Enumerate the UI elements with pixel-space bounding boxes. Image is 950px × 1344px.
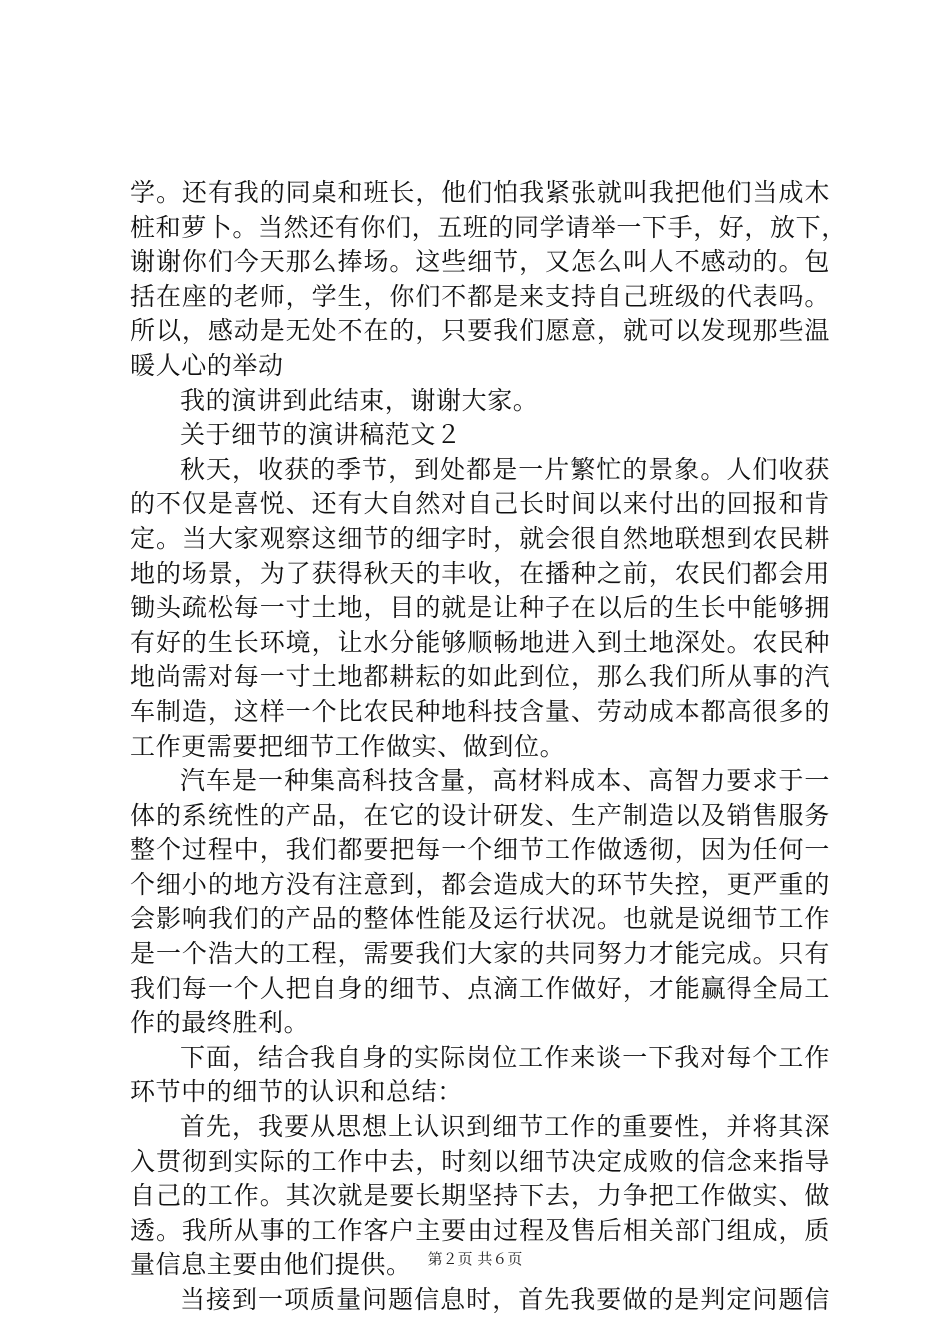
text-line: 桩和萝卜。当然还有你们，五班的同学请举一下手，好，放下， <box>130 212 847 242</box>
text-line: 谢谢你们今天那么捧场。这些细节，又怎么叫人不感动的。包 <box>130 247 830 277</box>
text-line: 地尚需对每一寸土地都耕耘的如此到位，那么我们所从事的汽 <box>130 662 830 692</box>
section-heading: 关于细节的演讲稿范文２ <box>180 420 462 450</box>
text-line: 体的系统性的产品，在它的设计研发、生产制造以及销售服务 <box>130 800 830 830</box>
text-line: 汽车是一种集高科技含量，高材料成本、高智力要求于一 <box>180 766 830 796</box>
text-line: 首先，我要从思想上认识到细节工作的重要性，并将其深 <box>180 1112 830 1142</box>
text-line: 定。当大家观察这细节的细字时，就会很自然地联想到农民耕 <box>130 523 830 553</box>
text-line: 会影响我们的产品的整体性能及运行状况。也就是说细节工作 <box>130 904 830 934</box>
text-line: 作的最终胜利。 <box>130 1008 310 1038</box>
text-line: 自己的工作。其次就是要长期坚持下去，力争把工作做实、做 <box>130 1181 830 1211</box>
text-line: 锄头疏松每一寸土地，目的就是让种子在以后的生长中能够拥 <box>130 593 830 623</box>
text-line: 的不仅是喜悦、还有大自然对自己长时间以来付出的回报和肯 <box>130 489 830 519</box>
text-line: 个细小的地方没有注意到，都会造成大的环节失控，更严重的 <box>130 869 830 899</box>
text-line: 是一个浩大的工程，需要我们大家的共同努力才能完成。只有 <box>130 939 830 969</box>
page-number-footer: 第２页 共６页 <box>427 1250 523 1268</box>
text-line: 整个过程中，我们都要把每一个细节工作做透彻，因为任何一 <box>130 835 830 865</box>
text-line: 学。还有我的同桌和班长，他们怕我紧张就叫我把他们当成木 <box>130 178 830 207</box>
text-line: 量信息主要由他们提供。 <box>130 1250 412 1280</box>
text-line: 工作更需要把细节工作做实、做到位。 <box>130 731 566 761</box>
text-line: 有好的生长环境，让水分能够顺畅地进入到土地深处。农民种 <box>130 627 830 657</box>
text-line: 车制造，这样一个比农民种地科技含量、劳动成本都高很多的 <box>130 696 830 726</box>
text-line: 当接到一项质量问题信息时，首先我要做的是判定问题信 <box>180 1285 830 1314</box>
text-line: 秋天，收获的季节，到处都是一片繁忙的景象。人们收获 <box>180 454 830 484</box>
text-line: 括在座的老师，学生，你们不都是来支持自己班级的代表吗。 <box>130 281 830 311</box>
text-line: 入贯彻到实际的工作中去，时刻以细节决定成败的信念来指导 <box>130 1146 830 1176</box>
text-line: 我们每一个人把自身的细节、点滴工作做好，才能赢得全局工 <box>130 973 830 1003</box>
text-line: 下面，结合我自身的实际岗位工作来谈一下我对每个工作 <box>180 1042 830 1072</box>
text-line: 所以，感动是无处不在的，只要我们愿意，就可以发现那些温 <box>130 316 830 346</box>
text-line: 暖人心的举动 <box>130 350 284 380</box>
text-line: 我的演讲到此结束，谢谢大家。 <box>180 385 539 415</box>
text-line: 环节中的细节的认识和总结： <box>130 1077 463 1107</box>
text-line: 透。我所从事的工作客户主要由过程及售后相关部门组成，质 <box>130 1215 830 1245</box>
text-line: 地的场景，为了获得秋天的丰收，在播种之前，农民们都会用 <box>130 558 830 588</box>
document-body <box>130 176 847 1318</box>
